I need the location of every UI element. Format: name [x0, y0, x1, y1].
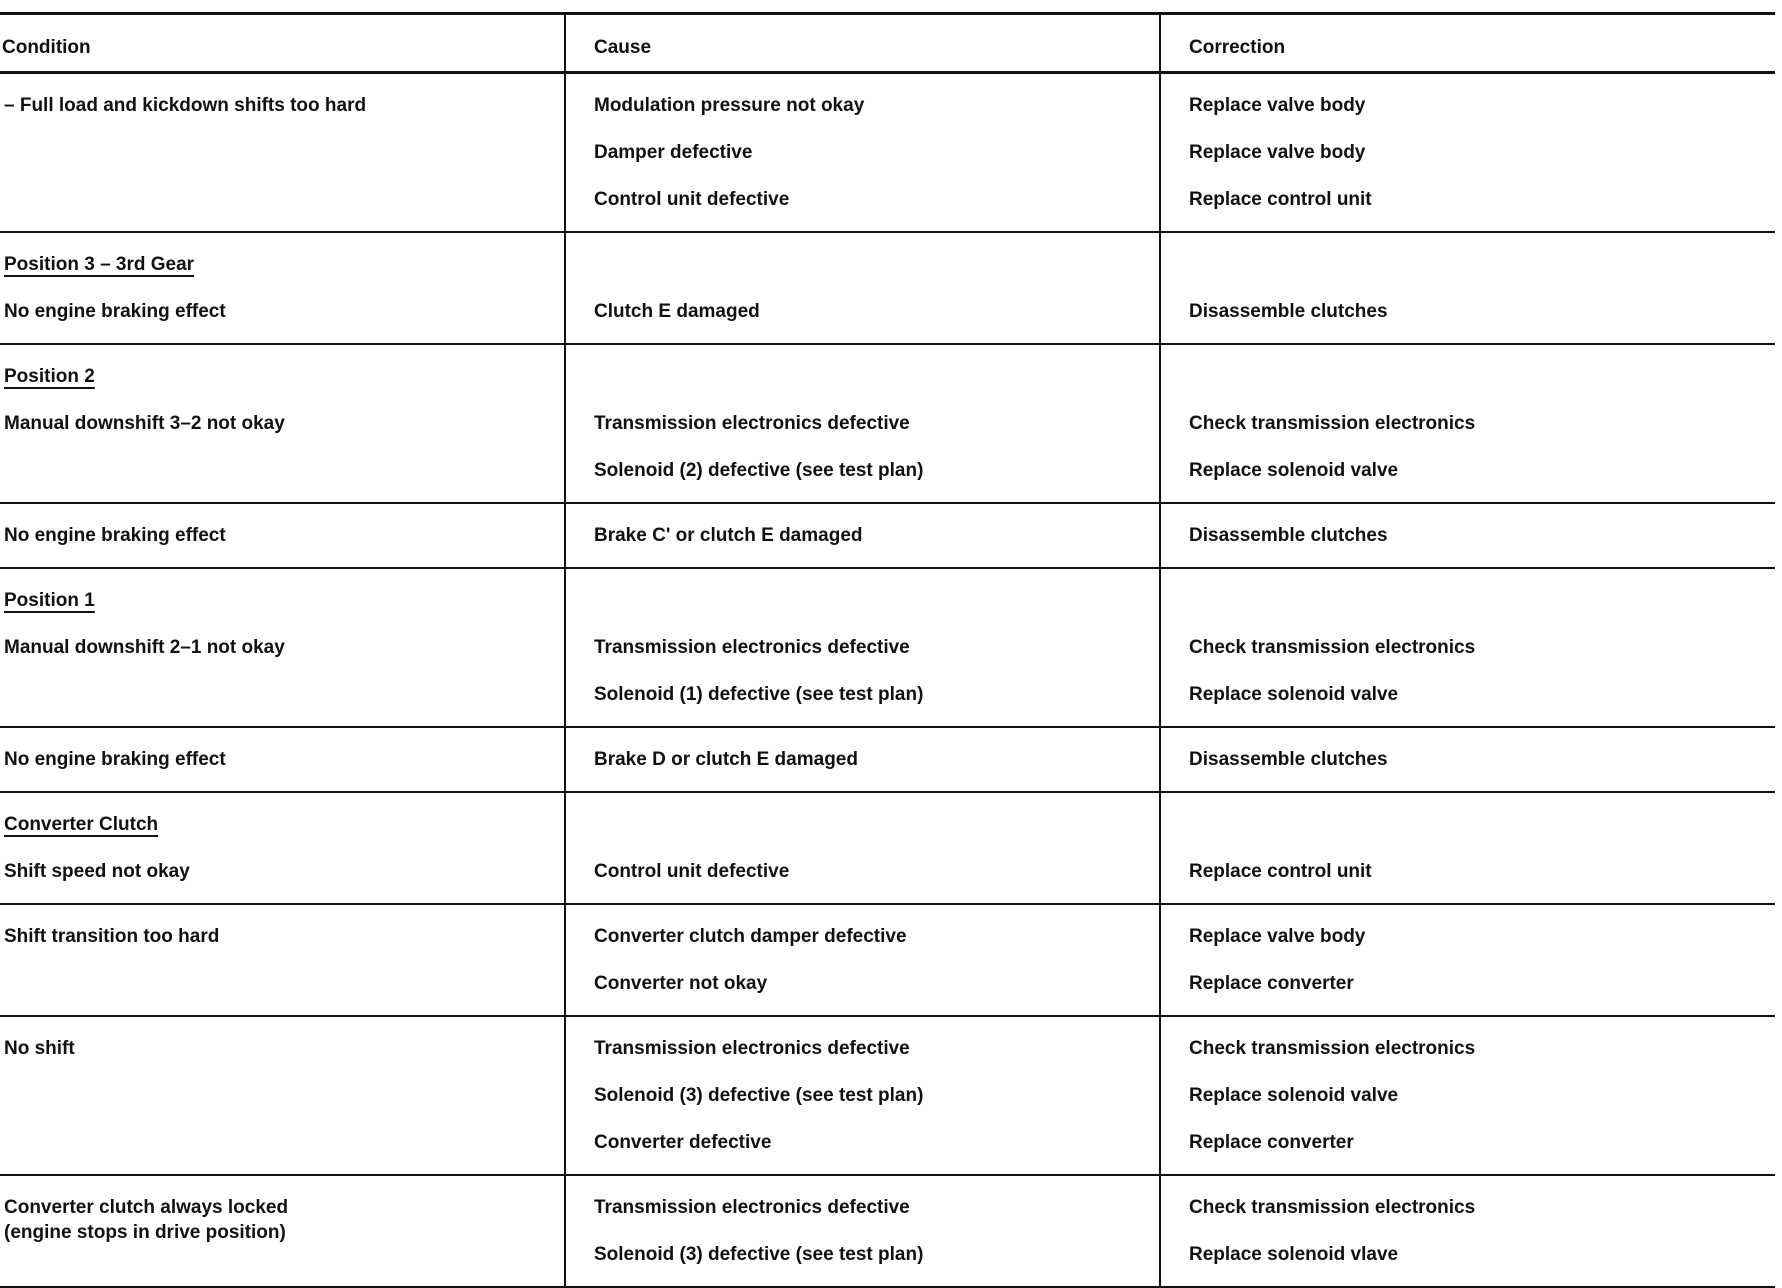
cause-cell: [565, 73, 1160, 233]
correction-text: Disassemble clutches: [1189, 525, 1388, 546]
condition-cell: [0, 344, 565, 503]
cause-text: Converter not okay: [594, 973, 768, 994]
header-cause: Cause: [565, 14, 1160, 73]
cause-cell: [565, 232, 1160, 344]
correction-text: Disassemble clutches: [1189, 749, 1388, 770]
correction-text: Replace control unit: [1189, 189, 1372, 210]
condition-cell: [0, 904, 565, 1016]
correction-text: Replace solenoid valve: [1189, 684, 1399, 705]
correction-cell: [1160, 73, 1775, 233]
correction-text: Replace converter: [1189, 973, 1354, 994]
correction-text: Replace solenoid valve: [1189, 460, 1399, 481]
cause-text: Solenoid (2) defective (see test plan): [594, 460, 924, 481]
table-row: [0, 568, 1775, 727]
table-row: [0, 792, 1775, 904]
condition-text: No engine braking effect: [4, 525, 226, 546]
cause-cell: [565, 568, 1160, 727]
condition-cell: [0, 1016, 565, 1175]
correction-cell: [1160, 727, 1775, 792]
condition-cell: [0, 792, 565, 904]
table-row: [0, 344, 1775, 503]
section-heading: Position 2: [4, 366, 95, 387]
cause-cell: [565, 904, 1160, 1016]
cause-cell: [565, 503, 1160, 568]
condition-text: Manual downshift 3–2 not okay: [4, 413, 285, 434]
cause-text: Brake C' or clutch E damaged: [594, 525, 863, 546]
correction-cell: [1160, 1175, 1775, 1287]
condition-text: Shift speed not okay: [4, 861, 190, 882]
section-heading: Position 1: [4, 590, 95, 611]
cause-text: Transmission electronics defective: [594, 637, 910, 658]
correction-text: Check transmission electronics: [1189, 1038, 1476, 1059]
cause-text: Transmission electronics defective: [594, 413, 910, 434]
cause-text: Solenoid (1) defective (see test plan): [594, 684, 924, 705]
correction-text: Check transmission electronics: [1189, 1197, 1476, 1218]
correction-text: Replace control unit: [1189, 861, 1372, 882]
correction-text: Check transmission electronics: [1189, 637, 1476, 658]
correction-text: Replace valve body: [1189, 926, 1366, 947]
correction-cell: [1160, 568, 1775, 727]
troubleshooting-page: [0, 12, 1775, 1265]
condition-cell: [0, 1175, 565, 1287]
correction-cell: [1160, 1016, 1775, 1175]
cause-cell: [565, 792, 1160, 904]
cause-text: Control unit defective: [594, 189, 790, 210]
section-heading: Position 3 – 3rd Gear: [4, 254, 195, 275]
table-row: [0, 1016, 1775, 1175]
condition-text: – Full load and kickdown shifts too hard: [4, 95, 367, 116]
condition-cell: [0, 73, 565, 233]
cause-cell: [565, 1016, 1160, 1175]
correction-cell: [1160, 503, 1775, 568]
cause-text: Brake D or clutch E damaged: [594, 749, 858, 770]
cause-text: Solenoid (3) defective (see test plan): [594, 1244, 924, 1265]
condition-text: Manual downshift 2–1 not okay: [4, 637, 285, 658]
cause-cell: [565, 727, 1160, 792]
header-row: [0, 14, 1775, 73]
header-correction: Correction: [1160, 14, 1775, 73]
correction-text: Replace valve body: [1189, 95, 1366, 116]
condition-text: Shift transition too hard: [4, 926, 220, 947]
cause-text: Solenoid (3) defective (see test plan): [594, 1085, 924, 1106]
correction-text: Disassemble clutches: [1189, 301, 1388, 322]
correction-text: Replace valve body: [1189, 142, 1366, 163]
table-row: [0, 232, 1775, 344]
header-condition: Condition: [0, 14, 565, 73]
table-row: [0, 904, 1775, 1016]
cause-cell: [565, 344, 1160, 503]
correction-cell: [1160, 232, 1775, 344]
table-row: [0, 1175, 1775, 1287]
cause-text: Damper defective: [594, 142, 753, 163]
condition-cell: [0, 568, 565, 727]
cause-text: Clutch E damaged: [594, 301, 760, 322]
correction-cell: [1160, 904, 1775, 1016]
cause-text: Control unit defective: [594, 861, 790, 882]
condition-cell: [0, 503, 565, 568]
cause-text: Modulation pressure not okay: [594, 95, 865, 116]
section-heading: Converter Clutch: [4, 814, 159, 835]
condition-text: Converter clutch always locked: [4, 1197, 289, 1218]
condition-cell: [0, 232, 565, 344]
condition-text: No shift: [4, 1038, 75, 1059]
table-row: [0, 73, 1775, 233]
cause-text: Transmission electronics defective: [594, 1038, 910, 1059]
table-row: [0, 503, 1775, 568]
table-row: [0, 727, 1775, 792]
condition-text: (engine stops in drive position): [4, 1222, 286, 1243]
troubleshooting-table: [0, 12, 1775, 1288]
cause-text: Converter defective: [594, 1132, 772, 1153]
correction-cell: [1160, 344, 1775, 503]
condition-text: No engine braking effect: [4, 749, 226, 770]
cause-text: Transmission electronics defective: [594, 1197, 910, 1218]
condition-text: No engine braking effect: [4, 301, 226, 322]
cause-text: Converter clutch damper defective: [594, 926, 907, 947]
correction-cell: [1160, 792, 1775, 904]
correction-text: Check transmission electronics: [1189, 413, 1476, 434]
correction-text: Replace converter: [1189, 1132, 1354, 1153]
cause-cell: [565, 1175, 1160, 1287]
correction-text: Replace solenoid valve: [1189, 1085, 1399, 1106]
correction-text: Replace solenoid vlave: [1189, 1244, 1399, 1265]
condition-cell: [0, 727, 565, 792]
